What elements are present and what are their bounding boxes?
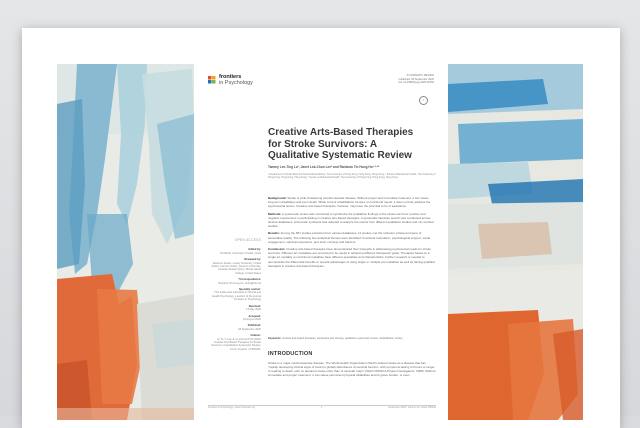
sidebar-value: Lo TL-T, Lee JL-C and Ho RTH (2020) Creative Arts-Based Therapies for Stroke Survivors: A Qualitative Systematic Review. Front. Psychol. 11:556293.	[211, 337, 261, 351]
sidebar-label: *Correspondence:	[238, 278, 261, 282]
abstract-paragraph	[268, 212, 436, 229]
article-abstract	[268, 196, 436, 271]
sidebar-value: Rainbow Tin Hung Ho, tinho@hku.hk	[218, 281, 261, 285]
page-footer	[208, 405, 436, 410]
article-sidebar	[208, 239, 261, 351]
check-updates-icon[interactable]: ✓	[419, 96, 428, 105]
right-cover-painting	[448, 64, 583, 420]
sidebar-value: Tal Shafir, University of Haifa, Israel	[220, 251, 261, 255]
abstract-label: Results:	[268, 231, 280, 236]
article-authors: Tammy Lee-Ting Lo¹, Janet Lok-Chun Lee² and Rainbow Tin Hung Ho¹·²·³*	[268, 165, 380, 169]
abstract-paragraph	[268, 247, 436, 268]
sidebar-label: Edited by:	[248, 248, 261, 252]
sidebar-value: Rebecca Zarate, Lesley University, United States; Carmen Sulzer, Queen's University, Canada; Rachel Quinn, Rhode Island College, United States	[211, 261, 261, 275]
article-meta	[364, 74, 434, 85]
abstract-text: Among the 567 studies extracted from various databases, 11 studies met the inclusion criteria and were of acceptable quality. The following five analytical themes were identified: functional restoration, psychological support, social engagement, spiritual experience, and short comings and barriers.	[268, 231, 431, 244]
abstract-text: A systematic review was conducted to synthesize the qualitative findings of the stroke survivors' positive and negative experiences in participating in creative arts-based therapies. A systematic literature search was conducted across diverse databases. A thematic synthesis was adopted to analyze the results from different qualitative studies and mix-method studies.	[268, 211, 434, 229]
article-type: SYSTEMATIC REVIEW	[406, 74, 434, 77]
left-cover-painting	[57, 64, 194, 420]
sidebar-label: Specialty section:	[238, 288, 261, 292]
footer-volume: September 2020 | Volume 11 | Article 556293	[388, 406, 436, 409]
abstract-text: Stroke is a life-threatening cerebrovascular disease. Without proper and immediate treatment, it can cause long-term disabilities and even death. While current rehabilitation focuses on functional needs, it does not fully address the psychosocial issues. Creative arts-based therapies, however, may have the potential to be of assistance.	[268, 196, 431, 209]
sidebar-value: This article was submitted to Clinical and Health Psychology, a section of the journal Frontiers in Psychology	[212, 291, 261, 302]
keywords-text: creative arts-based therapies, expressive arts therapy, qualitative systematic review, rehabilitation, stroke	[282, 337, 403, 340]
sidebar-value: 19 August 2020	[242, 317, 261, 321]
article-keywords	[268, 337, 436, 341]
journal-name	[219, 74, 253, 86]
published-date: published: 18 September 2020	[398, 77, 434, 81]
journal-brand: frontiers	[219, 74, 242, 80]
abstract-text: Creative arts-based therapies have demonstrated their strengths in addressing psychosocial needs for stroke survivors. Different art modalities are perceived to be useful in achieving different therapeutic goals. Therapies based on a single art modality or combined modalities have different specialties and characteristics. Further research is needed to demonstrate the differential benefits or special advantages of using single or multiple art modalities as well as having qualified therapists in creative arts-based therapies.	[268, 247, 435, 268]
sidebar-label: Citation:	[250, 334, 261, 338]
sidebar-label: Reviewed by:	[244, 258, 261, 262]
frontiers-logo-icon	[208, 76, 216, 84]
introduction-text: Stroke is a major cerebrovascular disease. The World Health Organization (WHO) defined stroke as a disease that has "rapidly developing clinical signs of focal (or global) disturbance of cerebral function, with symptoms lasting 24 hours or longer or leading to death, with no apparent cause other than of vascular origin" (WHO MONICA Project Investigators, 1988). Without immediate and proper treatment, it can cause permanent physical disabilities and its grave burden, or even	[268, 361, 436, 378]
journal-subtitle: in Psychology	[219, 80, 253, 86]
keywords-label: Keywords:	[268, 337, 282, 340]
doi: doi: 10.3389/fpsyg.2020.02262	[398, 81, 434, 85]
sidebar-label: Published:	[247, 324, 261, 328]
abstract-label: Methods:	[268, 211, 282, 216]
left-painting-artwork	[57, 64, 194, 420]
article-affiliations: ¹ Department of Social Work and Social Administration, The University of Hong Kong, Hong Kong, Hong Kong; ² School of Behavioral Health, The University of Hong Kong, Hong Kong, Hong Kong; ³ Centre on Behavioral Health, The University of Hong Kong, Hong Kong, Hong Kong	[268, 173, 436, 180]
article-first-page	[196, 64, 446, 416]
article-title: Creative Arts-Based Therapies for Stroke Survivors: A Qualitative Systematic Review	[268, 127, 414, 161]
abstract-label: Conclusion:	[268, 247, 286, 252]
abstract-paragraph	[268, 231, 436, 244]
sidebar-value: 18 September 2020	[238, 327, 261, 331]
sidebar-value: 13 May 2020	[246, 308, 261, 312]
footer-journal: Frontiers in Psychology | www.frontiersin.org	[208, 406, 256, 409]
footer-page-number: 1	[320, 406, 323, 409]
abstract-label: Background:	[268, 196, 287, 200]
sidebar-label: Accepted:	[248, 314, 261, 318]
sidebar-label: Received:	[248, 304, 261, 308]
open-access-label: OPEN ACCESS	[234, 238, 261, 242]
abstract-paragraph	[268, 196, 436, 209]
introduction-heading: INTRODUCTION	[268, 351, 313, 357]
right-painting-artwork	[448, 64, 583, 420]
